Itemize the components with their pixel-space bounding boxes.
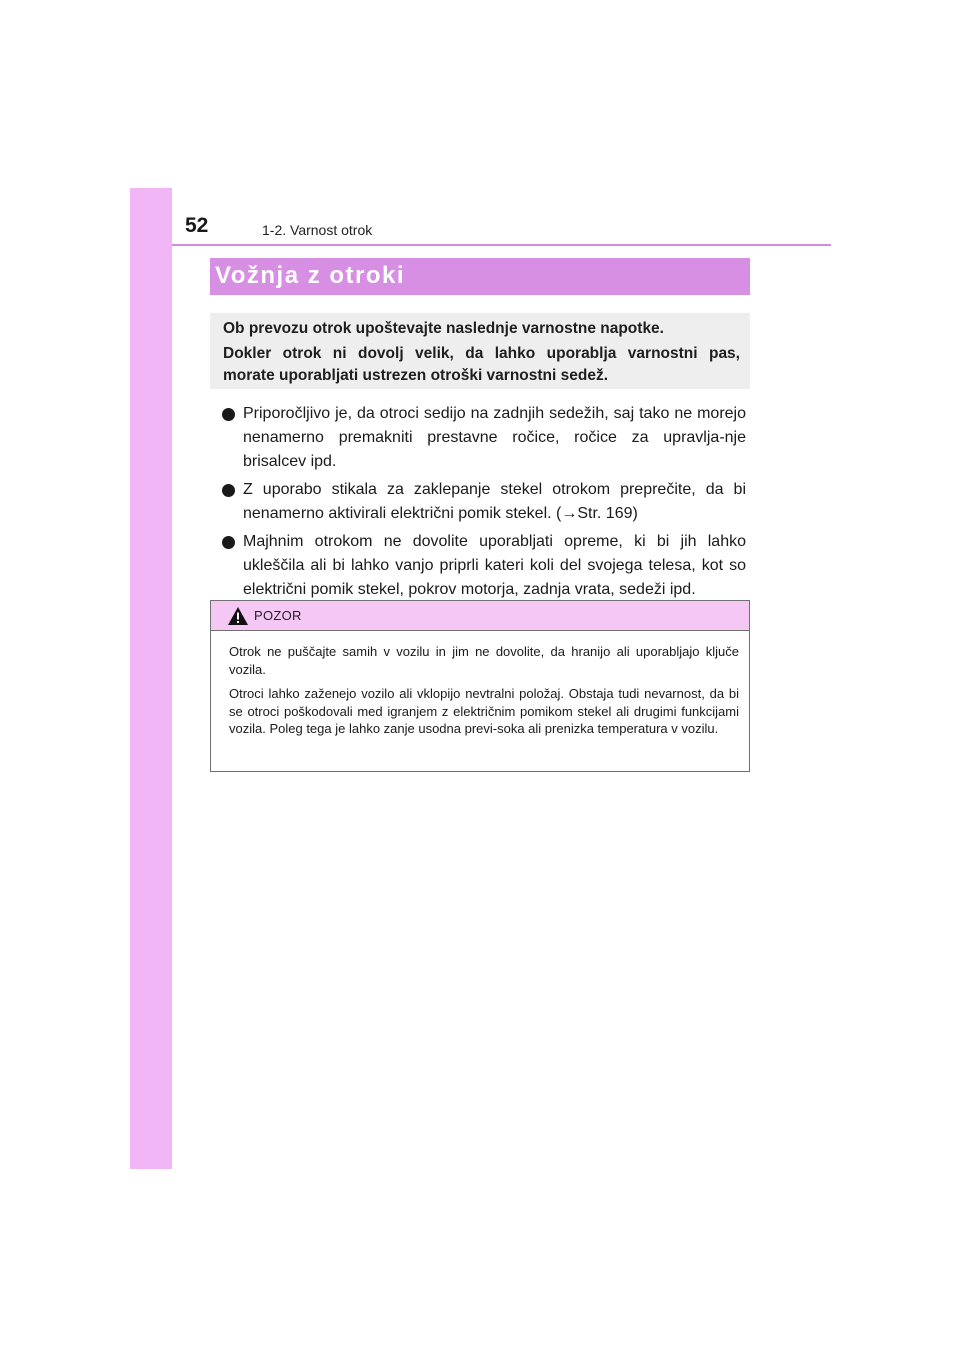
warning-header — [211, 601, 749, 631]
section-heading: 1-2. Varnost otrok — [262, 222, 373, 238]
warning-paragraph: Otrok ne puščajte samih v vozilu in jim ne dovolite, da hranijo ali uporabljajo ključe vozila. — [229, 644, 739, 677]
intro-line: Ob prevozu otrok upoštevajte naslednje varnostne napotke. — [223, 320, 664, 337]
list-item — [222, 530, 746, 602]
warning-paragraph: Otroci lahko zaženejo vozilo ali vklopijo nevtralni položaj. Obstaja tudi nevarnost, da bi se otroci poškodovali med igranjem z električnim pomikom stekel ali drugimi funkcijami vozila. Poleg tega je lahko zanje usodna previ-soka ali prenizka temperatura v vozilu. — [229, 686, 739, 736]
bullet-text: Majhnim otrokom ne dovolite uporabljati opreme, ki bi jih lahko ukleščila ali bi lahko vanjo priprli kateri koli del svojega telesa, kot so električni pomik stekel, pokrov motorja, zadnja vrata, sedeži ipd. — [243, 533, 746, 598]
warning-body — [229, 643, 739, 745]
bullet-icon — [222, 408, 235, 421]
warning-triangle-icon — [227, 606, 249, 626]
list-item — [222, 402, 746, 474]
header-divider — [172, 244, 831, 246]
page-title: Vožnja z otroki — [215, 262, 406, 289]
list-item — [222, 478, 746, 526]
warning-box — [210, 600, 750, 772]
intro-box — [210, 313, 750, 389]
intro-line: morate uporabljati ustrezen otroški varnostni sedež. — [223, 367, 609, 384]
side-tab-strip — [130, 188, 172, 1169]
bullet-icon — [222, 536, 235, 549]
bullet-text: Priporočljivo je, da otroci sedijo na zadnjih sedežih, saj tako ne morejo nenamerno premakniti prestavne ročice, ročice za upravlja-nje brisalcev ipd. — [243, 405, 746, 470]
warning-label: POZOR — [254, 608, 302, 623]
bullet-icon — [222, 484, 235, 497]
title-banner — [210, 258, 750, 295]
page-number: 52 — [185, 214, 209, 237]
intro-line: Dokler otrok ni dovolj velik, da lahko uporablja varnostni pas, — [223, 345, 740, 362]
safety-bullet-list — [222, 402, 746, 606]
bullet-text: Z uporabo stikala za zaklepanje stekel otrokom preprečite, da bi nenamerno aktivirali električni pomik stekel. (→Str. 169) — [243, 481, 746, 522]
